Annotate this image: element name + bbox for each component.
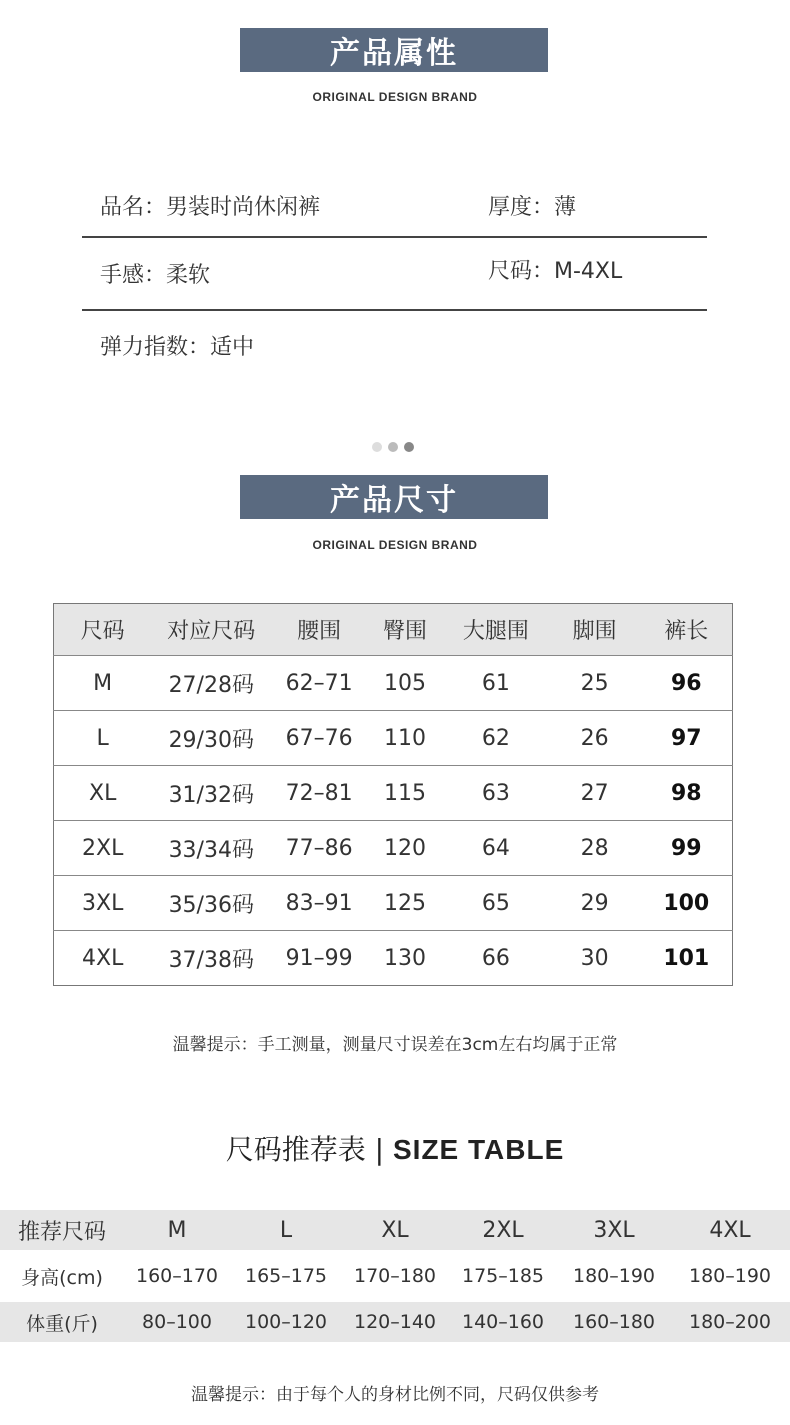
size-table-row <box>54 656 733 711</box>
size-table-cell: 66 <box>481 945 510 971</box>
size-table-cell: 3XL <box>82 890 124 916</box>
attributes-brand-subtitle: ORIGINAL DESIGN BRAND <box>312 90 478 104</box>
carousel-dot-active[interactable] <box>404 442 414 452</box>
recommend-cell: 160–170 <box>135 1265 219 1287</box>
attr-feel: 手感：柔软 <box>100 263 211 288</box>
recommend-header-cell: M <box>167 1217 187 1243</box>
size-table-cell: 33/34码 <box>168 837 254 863</box>
recommend-cell: 170–180 <box>353 1265 437 1287</box>
size-table-header-cell: 对应尺码 <box>167 619 256 644</box>
recommend-cell: 120–140 <box>353 1311 437 1333</box>
size-table-cell: 62–71 <box>285 670 353 696</box>
size-table-header-cell: 尺码 <box>80 619 125 644</box>
size-table-header-cell: 臀围 <box>382 619 427 644</box>
recommend-cell: 100–120 <box>244 1311 328 1333</box>
recommend-header-cell: XL <box>381 1217 409 1243</box>
size-table-cell: 98 <box>670 780 702 806</box>
attr-size-range: 尺码：M-4XL <box>488 259 623 284</box>
size-table-header-cell: 裤长 <box>664 619 709 644</box>
size-table-cell: 125 <box>383 890 426 916</box>
recommend-cell: 175–185 <box>461 1265 545 1287</box>
size-table-cell: 28 <box>580 835 609 861</box>
size-table-row <box>54 821 733 876</box>
recommend-height-row <box>0 1250 790 1302</box>
recommend-cell: 180–200 <box>688 1311 772 1333</box>
size-table <box>53 603 733 986</box>
size-table-cell: XL <box>89 780 117 806</box>
carousel-dots <box>372 442 414 452</box>
size-table-cell: 97 <box>670 725 702 751</box>
size-table-cell: 67–76 <box>285 725 353 751</box>
size-table-cell: 65 <box>481 890 510 916</box>
size-table-cell: 2XL <box>82 835 124 861</box>
recommend-cell: 160–180 <box>572 1311 656 1333</box>
recommend-header-cell: 2XL <box>482 1217 524 1243</box>
size-table-row <box>54 766 733 821</box>
size-table-cell: 37/38码 <box>168 947 254 973</box>
size-table-cell: 130 <box>383 945 426 971</box>
size-table-cell: 25 <box>580 670 609 696</box>
size-table-header-cell: 大腿围 <box>462 619 529 644</box>
size-table-cell: 29/30码 <box>168 727 254 753</box>
size-table-cell: 115 <box>383 780 426 806</box>
size-table-cell: 29 <box>580 890 609 916</box>
attributes-title: 产品属性 <box>240 28 548 72</box>
attr-divider-2 <box>82 309 707 311</box>
size-table-header-row <box>54 604 733 656</box>
size-recommend-table <box>0 1210 790 1342</box>
recommend-cell: 180–190 <box>688 1265 772 1287</box>
size-table-cell: 26 <box>580 725 609 751</box>
recommend-cell: 140–160 <box>461 1311 545 1333</box>
attr-thickness: 厚度：薄 <box>488 195 577 220</box>
recommend-header-cell: 4XL <box>709 1217 751 1243</box>
recommend-header-cell: 推荐尺码 <box>17 1219 106 1245</box>
size-table-cell: 64 <box>481 835 510 861</box>
size-recommend-title <box>0 1128 790 1168</box>
recommend-tip: 温馨提示：由于每个人的身材比例不同，尺码仅供参考 <box>191 1385 599 1405</box>
size-table-cell: 100 <box>663 890 710 916</box>
size-table-cell: 96 <box>670 670 702 696</box>
size-table-cell: 105 <box>383 670 426 696</box>
size-table-cell: 77–86 <box>285 835 353 861</box>
size-table-row <box>54 711 733 766</box>
attr-divider-1 <box>82 236 707 238</box>
size-table-header-cell: 脚围 <box>572 619 617 644</box>
size-table-cell: 91–99 <box>285 945 353 971</box>
size-table-cell: 99 <box>670 835 702 861</box>
recommend-header-row <box>0 1210 790 1250</box>
recommend-weight-row <box>0 1302 790 1342</box>
size-table-cell: 4XL <box>82 945 124 971</box>
size-table-cell: 63 <box>481 780 510 806</box>
size-table-cell: 35/36码 <box>168 892 254 918</box>
carousel-dot[interactable] <box>388 442 398 452</box>
size-recommend-title-cn: 尺码推荐表 | <box>225 1133 393 1166</box>
size-table-cell: 30 <box>580 945 609 971</box>
size-table-cell: 101 <box>663 945 710 971</box>
size-table-cell: 27/28码 <box>168 672 254 698</box>
recommend-cell: 身高(cm) <box>21 1266 103 1289</box>
size-table-cell: 83–91 <box>285 890 353 916</box>
measurement-tip: 温馨提示：手工测量，测量尺寸误差在3cm左右均属于正常 <box>172 1035 618 1055</box>
recommend-cell: 80–100 <box>142 1311 212 1333</box>
size-table-row <box>54 931 733 986</box>
size-table-header-cell: 腰围 <box>297 619 342 644</box>
attr-product-name: 品名：男装时尚休闲裤 <box>100 195 321 220</box>
recommend-header-cell: 3XL <box>593 1217 635 1243</box>
recommend-cell: 体重(斤) <box>26 1312 98 1335</box>
size-recommend-title-en: SIZE TABLE <box>392 1134 565 1165</box>
attr-elasticity: 弹力指数：适中 <box>100 335 255 360</box>
size-table-cell: 31/32码 <box>168 782 254 808</box>
size-title: 产品尺寸 <box>240 475 548 519</box>
size-table-cell: L <box>96 725 109 751</box>
size-table-cell: 62 <box>481 725 510 751</box>
size-table-cell: 27 <box>580 780 609 806</box>
recommend-header-cell: L <box>279 1217 293 1243</box>
size-table-cell: M <box>93 670 113 696</box>
size-table-cell: 72–81 <box>285 780 353 806</box>
carousel-dot[interactable] <box>372 442 382 452</box>
recommend-cell: 165–175 <box>244 1265 328 1287</box>
size-table-cell: 110 <box>383 725 426 751</box>
size-table-row <box>54 876 733 931</box>
size-table-cell: 120 <box>383 835 426 861</box>
recommend-cell: 180–190 <box>572 1265 656 1287</box>
size-brand-subtitle: ORIGINAL DESIGN BRAND <box>312 538 478 552</box>
size-table-cell: 61 <box>481 670 510 696</box>
